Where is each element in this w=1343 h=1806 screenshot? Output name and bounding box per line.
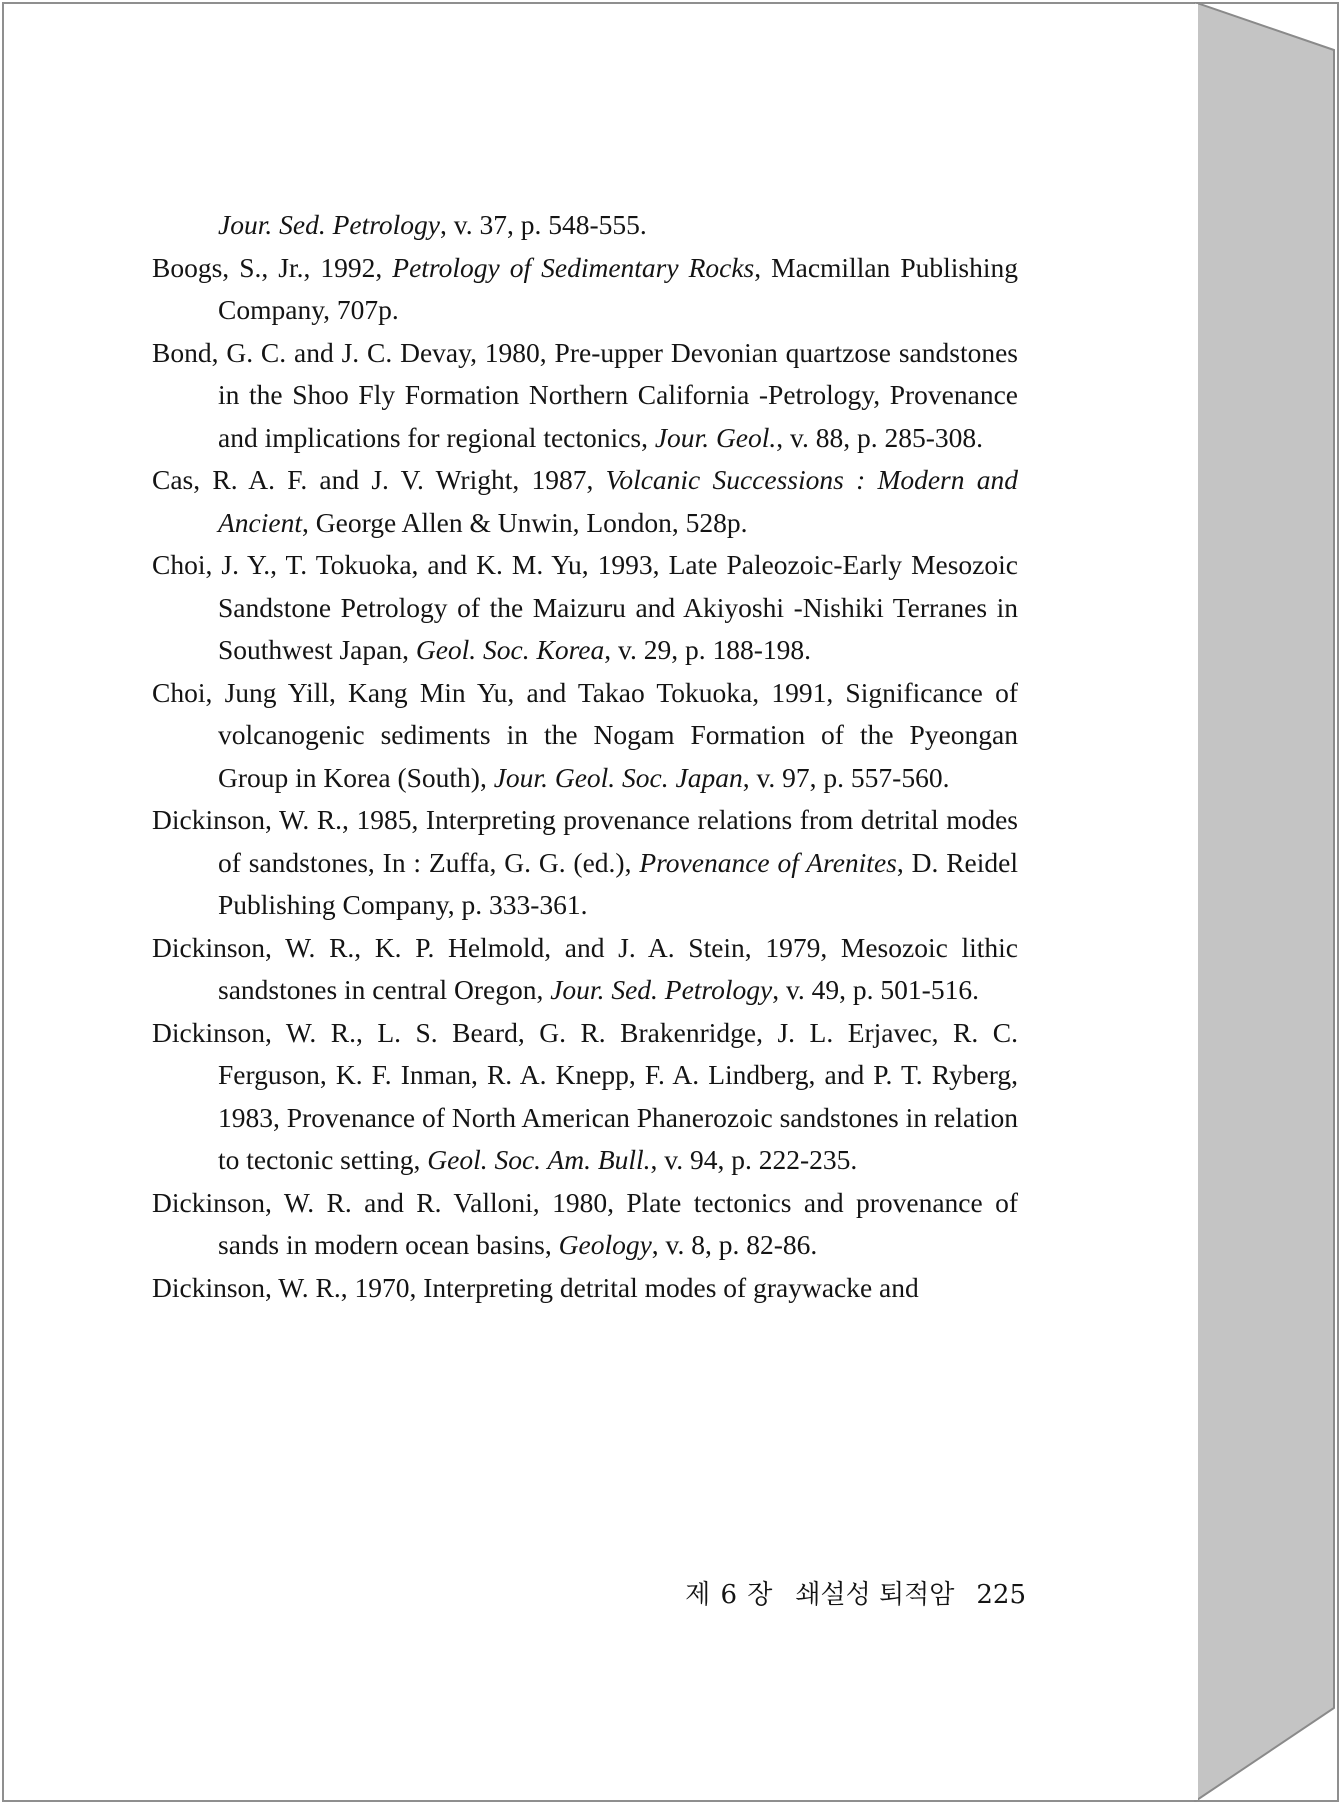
page-number: 225 — [976, 1580, 1026, 1610]
reference-text: Cas, R. A. F. and J. V. Wright, 1987, — [152, 464, 606, 495]
reference-source-title: Jour. Geol. — [654, 421, 777, 453]
document-page — [4, 4, 1198, 1800]
book-side-edge — [1194, 2, 1339, 1802]
reference-source-title: Petrology of Sedimentary Rocks — [392, 251, 755, 283]
reference-text: , v. 88, p. 285-308. — [776, 421, 984, 453]
reference-text: Dickinson, W. R., K. P. Helmold, and J. A. Stein, 1979, Mesozoic lithic sandstones in central Oregon, — [152, 931, 1018, 1005]
reference-text: Dickinson, W. R. and R. Valloni, 1980, Plate tectonics and provenance of sands in modern ocean basins, — [152, 1186, 1018, 1260]
reference-text: , v. 29, p. 188-198. — [604, 634, 811, 665]
reference-entry — [152, 1182, 1018, 1267]
reference-entry — [152, 544, 1018, 672]
reference-source-title: Geology — [558, 1229, 652, 1260]
reference-entry — [152, 1012, 1018, 1182]
reference-source-title: Geol. Soc. Korea — [415, 634, 605, 665]
reference-text: , Macmillan Publishing Company, 707p. — [218, 251, 1018, 325]
reference-text: , v. 94, p. 222-235. — [650, 1144, 858, 1175]
reference-text: Boogs, S., Jr., 1992, — [152, 251, 393, 283]
reference-source-title: Jour. Sed. Petrology — [218, 209, 440, 240]
reference-source-title: Jour. Geol. Soc. Japan — [493, 761, 743, 793]
reference-source-title: Jour. Sed. Petrology — [550, 974, 773, 1005]
reference-text: Choi, J. Y., T. Tokuoka, and K. M. Yu, 1993, Late Paleozoic-Early Mesozoic Sandstone Petrology of the Maizuru and Akiyoshi -Nishiki Terranes in Southwest Japan, — [152, 549, 1018, 665]
reference-entry — [152, 459, 1018, 544]
reference-text: , v. 37, p. 548-555. — [440, 209, 647, 240]
reference-list — [152, 204, 1018, 1309]
footer-chapter: 제 6 장 — [685, 1580, 774, 1610]
reference-text: , George Allen & Unwin, London, 528p. — [302, 506, 748, 538]
reference-text: Dickinson, W. R., 1985, Interpreting provenance relations from detrital modes of sandstones, In : Zuffa, G. G. (ed.), — [152, 804, 1018, 878]
reference-text: Bond, G. C. and J. C. Devay, 1980, Pre-upper Devonian quartzose sandstones in the Shoo Fly Formation Northern California -Petrology, Provenance and implications for regional tectonics, — [152, 336, 1018, 453]
reference-entry — [152, 799, 1018, 927]
reference-source-title: Geol. Soc. Am. Bull. — [427, 1144, 651, 1175]
reference-entry — [152, 1267, 1018, 1310]
reference-text: , D. Reidel Publishing Company, p. 333-361. — [218, 846, 1018, 920]
reference-text: , v. 8, p. 82-86. — [651, 1229, 818, 1260]
reference-source-title: Volcanic Successions : Modern and Ancient — [218, 464, 1018, 538]
reference-text: Dickinson, W. R., 1970, Interpreting detrital modes of graywacke and — [152, 1271, 919, 1303]
reference-source-title: Provenance of Arenites — [639, 846, 897, 878]
reference-text: , v. 49, p. 501-516. — [772, 974, 979, 1005]
reference-entry — [152, 204, 1018, 247]
reference-entry — [152, 247, 1018, 332]
reference-text: Dickinson, W. R., L. S. Beard, G. R. Brakenridge, J. L. Erjavec, R. C. Ferguson, K. F. Inman, R. A. Knepp, F. A. Lindberg, and P. T. Ryberg, 1983, Provenance of North American Phanerozoic sandstones in relation to tectonic setting, — [152, 1016, 1018, 1175]
footer-title: 쇄설성 퇴적암 — [795, 1580, 955, 1610]
reference-entry — [152, 672, 1018, 800]
page-footer — [676, 1574, 1026, 1611]
reference-text: , v. 97, p. 557-560. — [742, 761, 950, 793]
book-side-face — [1194, 2, 1334, 1802]
reference-entry — [152, 927, 1018, 1012]
reference-text: Choi, Jung Yill, Kang Min Yu, and Takao Tokuoka, 1991, Significance of volcanogenic sediments in the Nogam Formation of the Pyeongan Group in Korea (South), — [152, 676, 1018, 793]
reference-entry — [152, 332, 1018, 460]
